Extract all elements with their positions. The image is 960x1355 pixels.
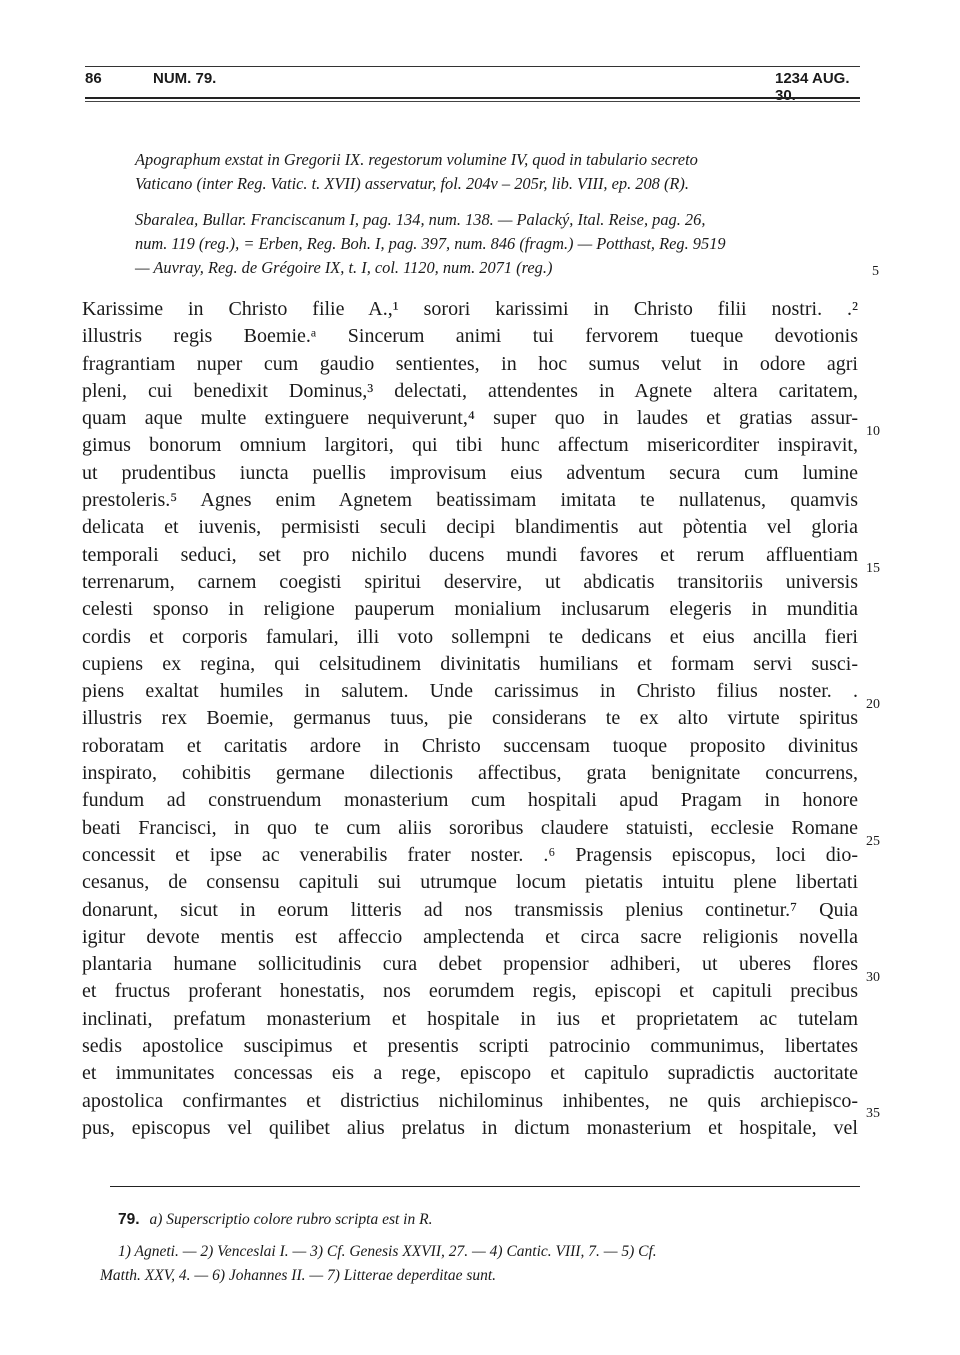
text-line: gimus bonorum omnium largitori, qui tibi hunc affectum misericorditer inspiravit, <box>82 434 858 457</box>
text-line: illustris rex Boemie, germanus tuus, pie considerans te ex alto virtute spiritus <box>82 707 858 730</box>
manuscript-note <box>135 148 860 196</box>
text-line: Karissime in Christo filie A.,¹ sorori karissimi in Christo filii nostri. .² <box>82 298 858 320</box>
text-line: plantaria humane sollicitudinis cura debet propensior adhiberi, ut uberes flores <box>82 953 858 976</box>
page-number: 86 <box>85 70 102 87</box>
text-line: beati Francisci, in quo te cum aliis sororibus claudere statuisti, ecclesie Romane <box>82 816 858 839</box>
document-number: NUM. 79. <box>153 70 217 87</box>
footnote-variant <box>100 1208 860 1232</box>
text-line: cesanus, de consensu capituli sui utrumque locum pietatis intuitu plene libertati <box>82 871 858 894</box>
source-line: Sbaralea, Bullar. Franciscanum I, pag. 134, num. 138. — Palacký, Ital. Reise, pag. 26, <box>135 210 706 229</box>
text-line: fundum ad construendum monasterium cum hospitali apud Pragam in honore <box>82 789 858 812</box>
line-number: 15 <box>866 561 880 576</box>
text-line: illustris regis Boemie.ᵃ Sincerum animi tui fervorem tueque devotionis <box>82 325 858 348</box>
text-line: inspirato, cohibitis germane dilectionis affectibus, grata benignitate concurrens, <box>82 762 858 785</box>
text-line: apostolica confirmantes et districtius nichilominus inhibentes, ne quis archiepisco- <box>82 1089 858 1112</box>
running-header <box>85 70 860 104</box>
document-date: 1234 AUG. 30. <box>775 70 850 104</box>
text-line: donarunt, sicut in eorum litteris ad nos transmissis plenius continetur.⁷ Quia <box>82 898 858 921</box>
text-line: igitur devote mentis est affeccio amplectenda et circa sacre religionis novella <box>82 925 858 948</box>
footnote-line: 1) Agneti. — 2) Venceslai I. — 3) Cf. Genesis XXVII, 27. — 4) Cantic. VIII, 7. — 5) Cf. <box>118 1243 657 1260</box>
text-line: delicata et iuvenis, permisisti seculi decipi blandimentis aut pòtentia vel gloria <box>82 516 858 539</box>
text-line: et fructus proferant honestatis, nos eorumdem regis, episcopi et capituli precibus <box>82 980 858 1003</box>
footnote-number: 79. <box>118 1211 140 1228</box>
text-line: pleni, cui benedixit Dominus,³ delectati, attendentes in Agnete altera caritatem, <box>82 379 858 402</box>
text-line: cupiens ex regina, qui celsitudinem divinitatis humilians et formam servi susci- <box>82 652 858 675</box>
text-line: ut prudentibus iuncta puellis improvisum eius adventum secura cum lumine <box>82 461 858 484</box>
text-line: inclinati, prefatum monasterium et hospitale in ius et proprietatem ac tutelam <box>82 1007 858 1030</box>
header-rule-thin <box>85 101 860 102</box>
letter-body <box>82 296 858 1142</box>
text-line: prestoleris.⁵ Agnes enim Agnetem beatissimam imitata te nullatenus, quamvis <box>82 489 858 512</box>
line-number: 35 <box>866 1106 880 1121</box>
line-number: 5 <box>872 264 879 279</box>
text-line: celesti sponso in religione pauperum monialium inclusarum elegeris in munditia <box>82 598 858 621</box>
line-number: 20 <box>866 697 880 712</box>
footnote-marker: a) <box>149 1211 163 1228</box>
line-number: 25 <box>866 834 880 849</box>
text-line: pus, episcopus vel quilibet alius prelatus in dictum monasterium et hospitale, vel <box>82 1116 858 1139</box>
source-apparatus <box>135 148 860 292</box>
footnote-line: Matth. XXV, 4. — 6) Johannes II. — 7) Litterae deperditae sunt. <box>100 1267 497 1284</box>
source-line: num. 119 (reg.), = Erben, Reg. Boh. I, pag. 397, num. 846 (fragm.) — Potthast, Reg. 9519 <box>135 234 726 253</box>
text-line: et immunitates concessas eis a rege, episcopo et capitulo supradictis auctoritate <box>82 1062 858 1085</box>
source-line: Vaticano (inter Reg. Vatic. t. XVII) asservatur, fol. 204v – 205r, lib. VIII, ep. 208 (R). <box>135 174 689 193</box>
text-line: cordis et corporis famulari, illi voto sollempni te dedicans et eius ancilla fieri <box>82 625 858 648</box>
text-line: concessit et ipse ac venerabilis frater noster. .⁶ Pragensis episcopus, loci dio- <box>82 843 858 866</box>
text-line: piens exaltat humiles in salutem. Unde carissimus in Christo filius noster. . <box>82 680 858 703</box>
footnote-rule <box>110 1186 860 1187</box>
top-rule <box>85 66 860 67</box>
text-line: quam aque multe extinguere nequiverunt,⁴ super quo in laudes et gratias assur- <box>82 407 858 430</box>
header-rule <box>85 97 860 99</box>
source-line: Apographum exstat in Gregorii IX. regestorum volumine IV, quod in tabulario secreto <box>135 150 698 169</box>
text-line: fragrantiam nuper cum gaudio sentientes, in hoc sumus velut in odore agri <box>82 352 858 375</box>
footnote-text: Superscriptio colore rubro scripta est in R. <box>166 1211 433 1228</box>
line-number: 10 <box>866 424 880 439</box>
text-line: sedis apostolice suscipimus et presentis scripti patrocinio communimus, libertates <box>82 1035 858 1058</box>
text-line: temporali seduci, set pro nichilo ducens mundi favores et rerum affluentiam <box>82 543 858 566</box>
editions-note <box>135 208 860 280</box>
line-number: 30 <box>866 970 880 985</box>
text-line: roboratam et caritatis ardore in Christo succensam tuoque proposito divinitus <box>82 734 858 757</box>
source-line: — Auvray, Reg. de Grégoire IX, t. I, col. 1120, num. 2071 (reg.) <box>135 258 553 277</box>
text-line: terrenarum, carnem coegisti spiritui deservire, ut abdicatis transitoriis universis <box>82 570 858 593</box>
